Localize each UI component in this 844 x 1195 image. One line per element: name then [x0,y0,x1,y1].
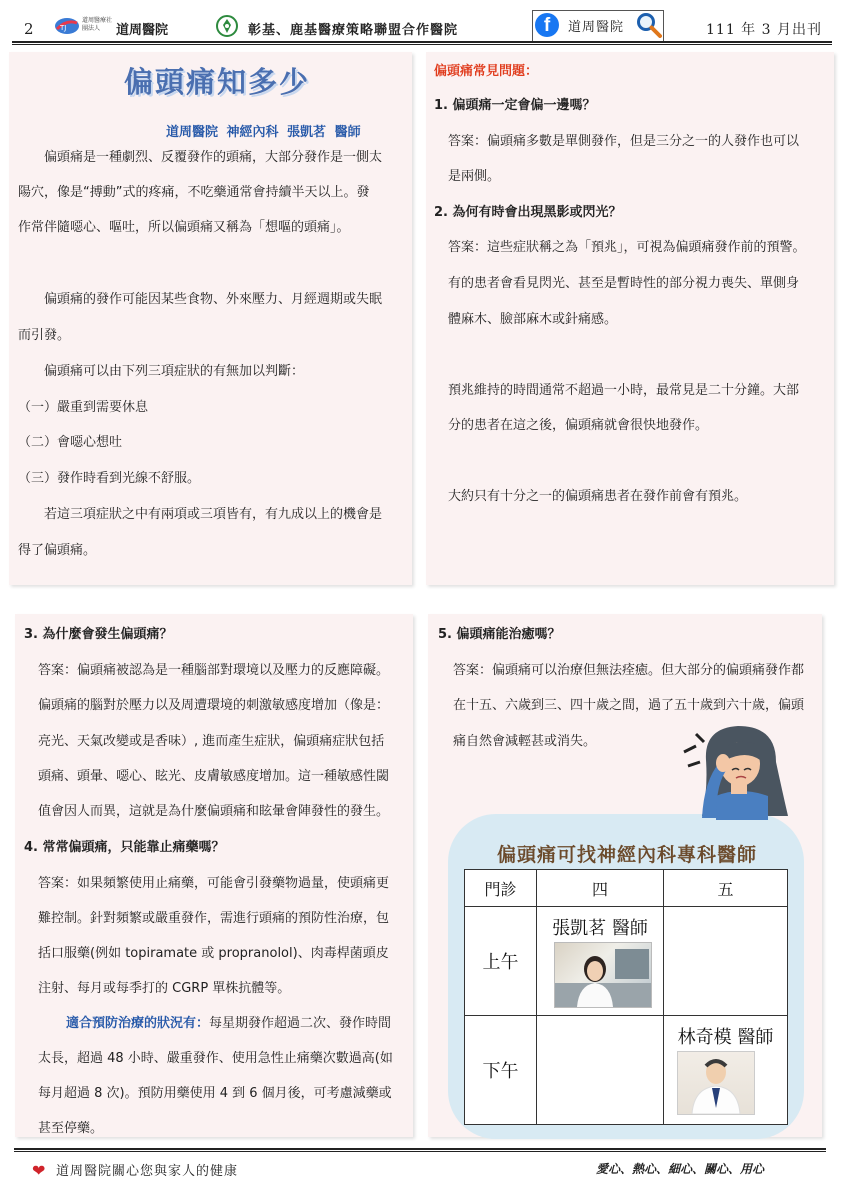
answer-4-line: 括口服藥(例如 topiramate 或 propranolol)、肉毒桿菌頭皮 [38,946,389,961]
intro-line: 陽穴，像是“搏動”式的疼痛，不吃藥通常會持續半天以上。發 [18,185,370,200]
answer-4-line: 答案：如果頻繁使用止痛藥，可能會引發藥物過量，使頭痛更 [38,876,390,891]
conclusion-line: 得了偏頭痛。 [18,543,97,558]
page-number: 2 [24,20,34,38]
faq-heading: 偏頭痛常見問題： [434,64,539,79]
prevention-line [66,1016,391,1032]
hospital-org-name: 道周醫療社團法人 [82,17,113,32]
answer-5-line: 在十五、六歲到三、四十歲之間，過了五十歲到六十歲，偏頭 [453,698,805,713]
answer-2-extra: 預兆維持的時間通常不超過一小時，最常見是二十分鐘。大部 [448,383,800,398]
cause-line: 而引發。 [18,328,71,343]
answer-2-extra: 分的患者在這之後，偏頭痛就會很快地發作。 [448,418,709,433]
heart-icon: ❤ [32,1161,46,1180]
doctor-name: 張凱茗 醫師 [552,918,648,939]
slot-afternoon: 下午 [465,1016,537,1125]
question-1: 1. 偏頭痛一定會偏一邊嗎？ [434,98,596,113]
answer-1-line: 答案：偏頭痛多數是單側發作，但是三分之一的人發作也可以 [448,134,800,149]
schedule-header-clinic: 門診 [465,870,537,907]
prevention-line: 每月超過 8 次)。預防用藥使用 4 到 6 個月後，可考慮減藥或 [38,1086,392,1101]
cell-thu-pm [537,1016,664,1125]
alliance-text: 彰基、鹿基醫療策略聯盟合作醫院 [248,23,459,38]
answer-3-line: 值會因人而異，這就是為什麼偏頭痛和眩暈會陣發性的發生。 [38,804,390,819]
schedule-header-friday: 五 [664,870,788,907]
hospital-name: 道周醫院 [116,23,169,38]
answer-2-final: 大約只有十分之一的偏頭痛患者在發作前會有預兆。 [448,489,748,504]
footer-divider [14,1148,826,1150]
alliance-logo-icon [216,15,238,37]
schedule-header-thursday: 四 [537,870,664,907]
answer-2-line: 有的患者會看見閃光、甚至是暫時性的部分視力喪失、單側身 [448,276,800,291]
answer-3-line: 亮光、天氣改變或是香味）, 進而產生症狀，偏頭痛症狀包括 [38,734,385,749]
judge-intro: 偏頭痛可以由下列三項症狀的有無加以判斷： [44,364,305,379]
facebook-icon[interactable]: f [535,13,559,37]
article-author: 道周醫院 神經內科 張凱茗 醫師 [166,125,361,140]
schedule-header-row [465,870,788,907]
doctor-photo [677,1051,755,1115]
svg-text:TJ: TJ [60,24,67,32]
footer-divider-thin [14,1151,826,1152]
answer-3-line: 答案：偏頭痛被認為是一種腦部對環境以及壓力的反應障礙。 [38,663,390,678]
answer-3-line: 頭痛、頭暈、噁心、眩光、皮膚敏感度增加。這一種敏感性閾 [38,769,390,784]
answer-3-line: 偏頭痛的腦對於壓力以及周遭環境的刺激敏感度增加（像是： [38,698,390,713]
answer-2-line: 體麻木、臉部麻木或針痛感。 [448,312,618,327]
article-title: 偏頭痛知多少 [124,65,311,99]
clinic-schedule-table [464,869,788,1125]
footer-slogan: 道周醫院關心您與家人的健康 [56,1164,239,1179]
headache-illustration [676,720,802,822]
prevention-line: 太長，超過 48 小時、嚴重發作、使用急性止痛藥次數過高(如 [38,1051,393,1066]
symptom-item: （三）發作時看到光線不舒服。 [18,471,201,486]
question-4: 4. 常常偏頭痛，只能靠止痛藥嗎？ [24,840,225,855]
schedule-title: 偏頭痛可找神經內科專科醫師 [497,844,758,866]
answer-5-line: 答案：偏頭痛可以治療但無法痊癒。但大部分的偏頭痛發作都 [453,663,805,678]
answer-4-line: 注射、每月或每季打的 CGRP 單株抗體等。 [38,981,291,996]
answer-5-line: 痛自然會減輕甚或消失。 [453,734,597,749]
answer-2-line: 答案：這些症狀稱之為「預兆」，可視為偏頭痛發作前的預警。 [448,240,806,255]
question-5: 5. 偏頭痛能治癒嗎？ [438,627,561,642]
prevention-label: 適合預防治療的狀況有： [66,1016,210,1031]
question-2: 2. 為何有時會出現黑影或閃光？ [434,205,622,220]
answer-1-line: 是兩側。 [448,169,501,184]
footer-values: 愛心、熱心、細心、關心、用心 [596,1162,765,1176]
magnifier-icon [636,12,662,38]
slot-morning: 上午 [465,907,537,1016]
answer-4-line: 難控制。針對頻繁或嚴重發作，需進行頭痛的預防性治療，包 [38,911,390,926]
cause-line: 偏頭痛的發作可能因某些食物、外來壓力、月經週期或失眠 [44,292,383,307]
publication-date: 111 年 3 月出刊 [706,22,822,38]
schedule-row-morning [465,907,788,1016]
conclusion-line: 若這三項症狀之中有兩項或三項皆有，有九成以上的機會是 [44,507,383,522]
intro-line: 作常伴隨噁心、嘔吐，所以偏頭痛又稱為「想嘔的頭痛」。 [18,220,350,235]
cell-fri-pm [664,1016,788,1125]
hospital-logo-icon [54,17,80,35]
intro-line: 偏頭痛是一種劇烈、反覆發作的頭痛，大部分發作是一側太 [44,150,383,165]
doctor-photo [554,942,652,1008]
symptom-item: （一）嚴重到需要休息 [18,400,149,415]
header-divider [12,41,832,43]
cell-thu-am [537,907,664,1016]
prevention-text: 每星期發作超過二次、發作時間 [209,1016,392,1031]
facebook-label: 道周醫院 [568,20,625,35]
doctor-name: 林奇模 醫師 [677,1027,774,1048]
question-3: 3. 為什麼會發生偏頭痛？ [24,627,173,642]
schedule-row-afternoon [465,1016,788,1125]
header-divider-thin [12,44,832,45]
cell-fri-am [664,907,788,1016]
symptom-item: （二）會噁心想吐 [18,435,123,450]
prevention-line: 甚至停藥。 [38,1121,104,1136]
